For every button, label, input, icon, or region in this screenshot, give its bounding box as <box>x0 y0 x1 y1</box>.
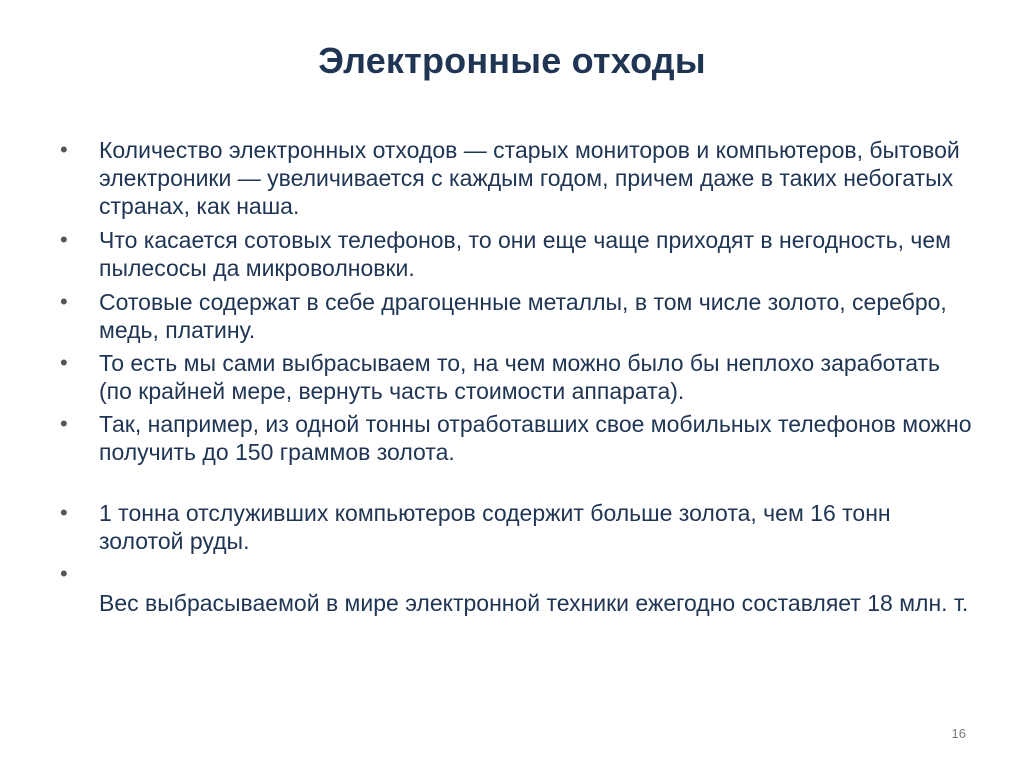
bullet-text: Что касается сотовых телефонов, то они еще чаще приходят в негодность, чем пылесосы да микроволновки. <box>99 227 951 281</box>
bullet-marker: • <box>60 411 68 436</box>
bullet-marker: • <box>60 350 68 375</box>
bullet-marker: • <box>60 289 68 314</box>
bullet-text: Так, например, из одной тонны отработавших свое мобильных телефонов можно получить до 150 граммов золота. <box>99 411 972 465</box>
bullet-text: 1 тонна отслуживших компьютеров содержит больше золота, чем 16 тонн золотой руды. <box>99 500 891 554</box>
bullet-text: Количество электронных отходов — старых мониторов и компьютеров, бытовой электроники — увеличивается с каждым годом, причем даже в таких небогатых странах, как наша. <box>99 137 960 219</box>
slide-title: Электронные отходы <box>318 40 706 81</box>
page-number: 16 <box>951 726 966 741</box>
bullet-text: Сотовые содержат в себе драгоценные металлы, в том числе золото, серебро, медь, платину. <box>99 289 947 343</box>
bullet-text: То есть мы сами выбрасываем то, на чем можно было бы неплохо заработать (по крайней мере, вернуть часть стоимости аппарата). <box>99 350 941 404</box>
bullet-marker: • <box>60 137 68 162</box>
bullet-text: Вес выбрасываемой в мире электронной техники ежегодно составляет 18 млн. т. <box>99 590 969 616</box>
bullet-marker: • <box>60 227 68 252</box>
bullet-marker: • <box>60 561 68 586</box>
bullet-marker: • <box>60 500 68 525</box>
